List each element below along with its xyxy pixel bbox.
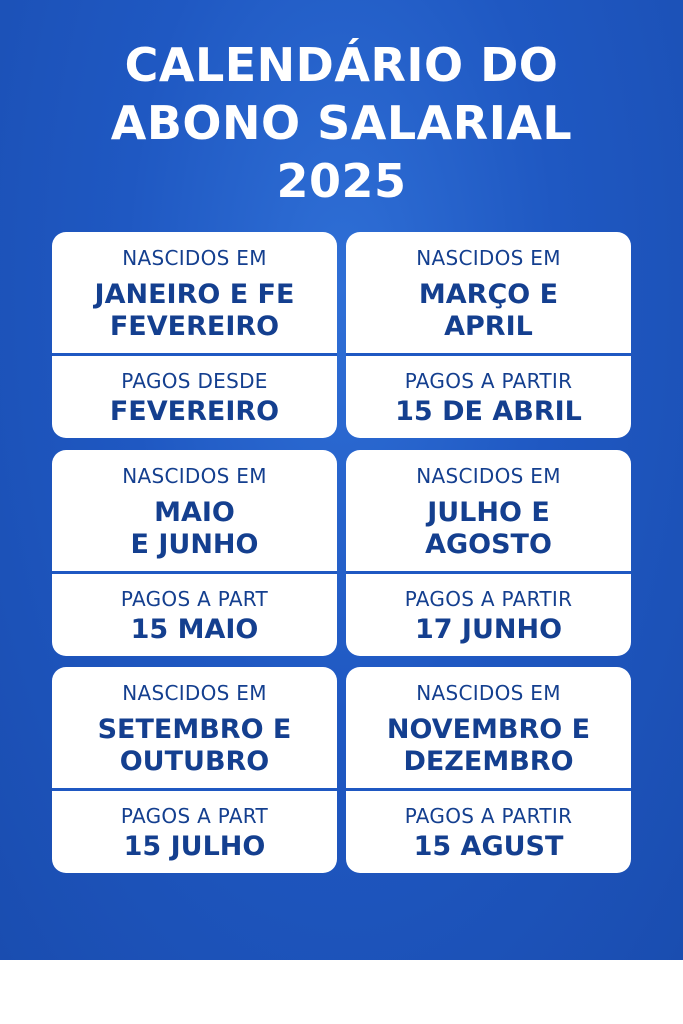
months-line-2: OUTUBRO [119, 746, 270, 777]
card-divider [346, 788, 631, 791]
card-divider [52, 788, 337, 791]
born-label: NASCIDOS EM [416, 681, 561, 705]
months-line-1: JANEIRO E FE [94, 279, 295, 310]
born-label: NASCIDOS EM [416, 246, 561, 270]
paid-label: PAGOS A PARTIR [404, 587, 573, 611]
bottom-margin [0, 960, 683, 1024]
months-line-1: NOVEMBRO E [386, 714, 591, 745]
months-line-2: DEZEMBRO [403, 746, 574, 777]
born-label: NASCIDOS EM [122, 681, 267, 705]
card-divider [52, 571, 337, 574]
payment-date: 15 AGUST [413, 831, 564, 862]
payment-date: 15 MAIO [130, 614, 259, 645]
months-line-1: MAIO [154, 497, 235, 528]
title-year: 2025 [276, 154, 407, 208]
paid-label: PAGOS A PART [120, 587, 269, 611]
card-jan-feb [52, 232, 337, 438]
born-label: NASCIDOS EM [122, 246, 267, 270]
born-label: NASCIDOS EM [416, 464, 561, 488]
card-nov-dec [346, 667, 631, 873]
months-line-2: E JUNHO [130, 529, 259, 560]
months-line-2: FEVEREIRO [109, 311, 280, 342]
paid-label: PAGOS DESDE [121, 369, 268, 393]
card-mar-apr [346, 232, 631, 438]
paid-label: PAGOS A PART [120, 804, 269, 828]
payment-date: 17 JUNHO [414, 614, 563, 645]
card-may-jun [52, 450, 337, 656]
months-line-2: APRIL [444, 311, 533, 342]
payment-date: FEVEREIRO [109, 396, 280, 427]
payment-date: 15 JULHO [123, 831, 266, 862]
months-line-2: AGOSTO [425, 529, 552, 560]
card-divider [52, 353, 337, 356]
card-divider [346, 571, 631, 574]
months-line-1: MARÇO E [418, 279, 559, 310]
paid-label: PAGOS A PARTIR [404, 804, 573, 828]
months-line-1: SETEMBRO E [97, 714, 292, 745]
page-title [0, 36, 683, 210]
card-divider [346, 353, 631, 356]
born-label: NASCIDOS EM [122, 464, 267, 488]
payment-date: 15 DE ABRIL [395, 396, 582, 427]
card-sep-oct [52, 667, 337, 873]
card-jul-aug [346, 450, 631, 656]
title-line-1: CALENDÁRIO DO [124, 38, 559, 92]
title-line-2: ABONO SALARIAL [110, 96, 573, 150]
months-line-1: JULHO E [427, 497, 550, 528]
paid-label: PAGOS A PARTIR [404, 369, 573, 393]
